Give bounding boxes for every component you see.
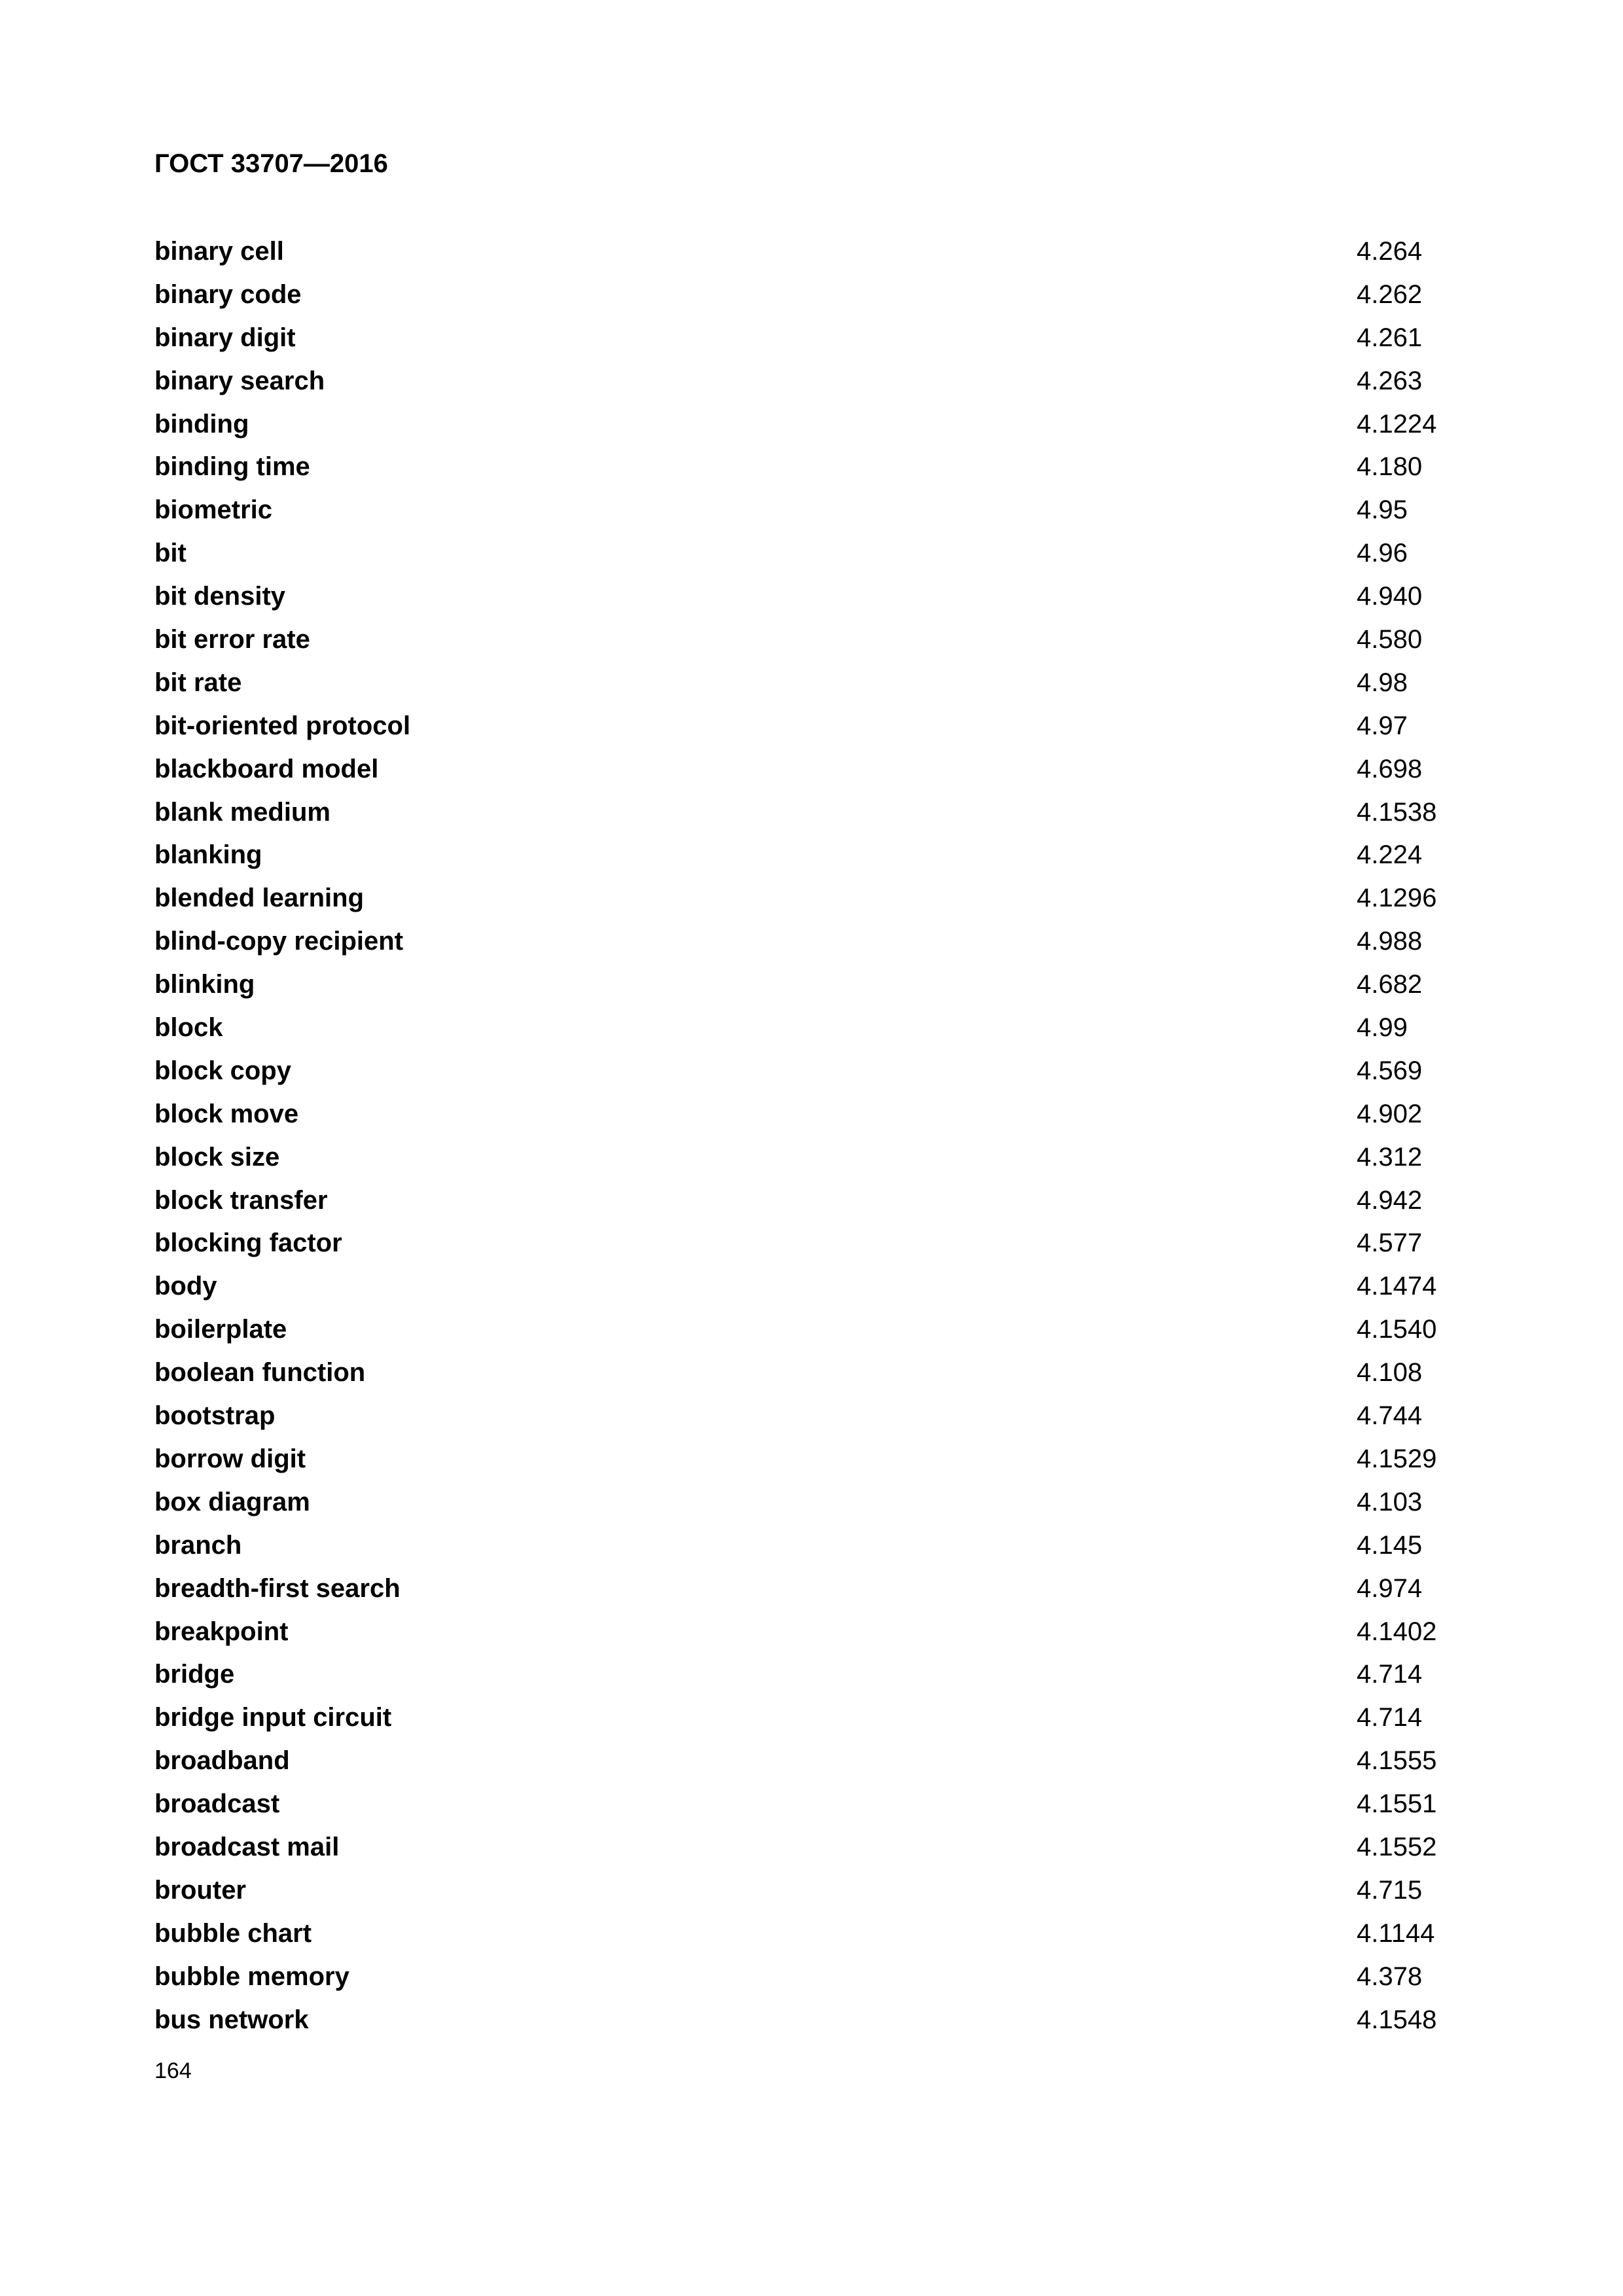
index-term: broadcast [154, 1789, 280, 1819]
index-reference: 4.1402 [1357, 1617, 1437, 1646]
index-reference: 4.715 [1357, 1875, 1423, 1905]
index-term: bridge input circuit [154, 1703, 392, 1732]
index-term: boolean function [154, 1358, 366, 1388]
index-reference: 4.940 [1357, 582, 1423, 611]
index-reference: 4.1224 [1357, 409, 1437, 439]
index-reference: 4.103 [1357, 1487, 1423, 1516]
index-entry [154, 751, 1470, 794]
index-term: binary search [154, 366, 325, 395]
index-reference: 4.98 [1357, 668, 1408, 697]
index-reference: 4.1548 [1357, 2005, 1437, 2034]
index-reference: 4.1551 [1357, 1789, 1437, 1819]
index-term: binary digit [154, 323, 296, 352]
index-term: bus network [154, 2005, 309, 2034]
index-reference: 4.264 [1357, 237, 1423, 266]
index-entry [154, 363, 1470, 406]
index-entry [154, 276, 1470, 319]
index-term: blended learning [154, 884, 365, 913]
index-reference: 4.580 [1357, 625, 1423, 655]
index-entry [154, 1052, 1470, 1096]
index-term: broadcast mail [154, 1832, 340, 1861]
index-term: bit [154, 539, 187, 568]
index-reference: 4.145 [1357, 1530, 1423, 1560]
index-reference: 4.1296 [1357, 884, 1437, 913]
index-reference: 4.108 [1357, 1358, 1423, 1388]
index-reference: 4.1555 [1357, 1746, 1437, 1776]
index-reference: 4.1552 [1357, 1832, 1437, 1861]
index-term: blank medium [154, 797, 330, 827]
index-entry [154, 708, 1470, 751]
index-term: box diagram [154, 1487, 310, 1516]
index-term: block [154, 1013, 223, 1043]
term-index-list [154, 233, 1470, 2044]
document-header: ГОСТ 33707—2016 [154, 149, 388, 178]
index-reference: 4.378 [1357, 1962, 1423, 1991]
index-reference: 4.1529 [1357, 1444, 1437, 1473]
index-entry [154, 1139, 1470, 1182]
index-entry [154, 1009, 1470, 1052]
index-term: biometric [154, 495, 273, 525]
index-reference: 4.577 [1357, 1229, 1423, 1258]
index-entry [154, 1656, 1470, 1699]
index-entry [154, 1527, 1470, 1570]
index-term: blind-copy recipient [154, 927, 404, 956]
index-entry [154, 1354, 1470, 1397]
index-reference: 4.97 [1357, 711, 1408, 740]
index-reference: 4.180 [1357, 452, 1423, 482]
index-reference: 4.942 [1357, 1185, 1423, 1215]
index-reference: 4.698 [1357, 754, 1423, 783]
index-term: binary code [154, 279, 302, 309]
index-entry [154, 1872, 1470, 1915]
index-entry [154, 1699, 1470, 1742]
index-entry [154, 1484, 1470, 1527]
page-number: 164 [154, 2058, 192, 2083]
index-entry [154, 535, 1470, 578]
index-entry [154, 1915, 1470, 1958]
index-entry [154, 794, 1470, 837]
index-reference: 4.682 [1357, 970, 1423, 999]
index-reference: 4.261 [1357, 323, 1423, 352]
index-term: breakpoint [154, 1617, 289, 1646]
index-reference: 4.99 [1357, 1013, 1408, 1043]
index-entry [154, 836, 1470, 880]
index-entry [154, 578, 1470, 621]
index-term: branch [154, 1530, 242, 1560]
index-entry [154, 621, 1470, 664]
index-term: block move [154, 1099, 299, 1128]
index-entry [154, 1441, 1470, 1484]
index-term: binary cell [154, 237, 284, 266]
index-entry [154, 966, 1470, 1009]
index-reference: 4.95 [1357, 495, 1408, 525]
index-entry [154, 923, 1470, 966]
index-reference: 4.1144 [1357, 1918, 1435, 1948]
index-entry [154, 1311, 1470, 1354]
index-entry [154, 448, 1470, 492]
index-reference: 4.974 [1357, 1573, 1423, 1603]
index-reference: 4.262 [1357, 279, 1423, 309]
index-reference: 4.714 [1357, 1703, 1423, 1732]
index-entry [154, 1613, 1470, 1657]
index-term: binding time [154, 452, 310, 482]
index-entry [154, 406, 1470, 449]
index-entry [154, 1096, 1470, 1139]
index-reference: 4.1474 [1357, 1272, 1437, 1301]
index-entry [154, 1225, 1470, 1268]
index-term: block transfer [154, 1185, 328, 1215]
index-reference: 4.714 [1357, 1660, 1423, 1689]
index-entry [154, 233, 1470, 276]
index-term: bubble chart [154, 1918, 312, 1948]
index-reference: 4.902 [1357, 1099, 1423, 1128]
index-entry [154, 1785, 1470, 1829]
index-term: bit density [154, 582, 286, 611]
index-entry [154, 1268, 1470, 1311]
index-entry [154, 1570, 1470, 1613]
index-term: blackboard model [154, 754, 379, 783]
index-term: binding [154, 409, 249, 439]
index-entry [154, 1742, 1470, 1785]
index-term: breadth-first search [154, 1573, 401, 1603]
index-reference: 4.1538 [1357, 797, 1437, 827]
index-term: bridge [154, 1660, 235, 1689]
index-entry [154, 492, 1470, 535]
index-entry [154, 1829, 1470, 1872]
index-entry [154, 319, 1470, 363]
index-reference: 4.96 [1357, 539, 1408, 568]
index-entry [154, 880, 1470, 923]
index-term: blinking [154, 970, 255, 999]
index-term: bubble memory [154, 1962, 349, 1991]
index-reference: 4.569 [1357, 1056, 1423, 1085]
index-reference: 4.988 [1357, 927, 1423, 956]
index-term: bit error rate [154, 625, 310, 655]
index-term: blocking factor [154, 1229, 342, 1258]
index-reference: 4.1540 [1357, 1315, 1437, 1344]
index-term: block size [154, 1142, 280, 1172]
index-reference: 4.744 [1357, 1401, 1423, 1431]
index-entry [154, 2001, 1470, 2045]
index-term: body [154, 1272, 217, 1301]
index-reference: 4.312 [1357, 1142, 1423, 1172]
index-term: brouter [154, 1875, 246, 1905]
index-entry [154, 1397, 1470, 1441]
index-term: borrow digit [154, 1444, 306, 1473]
index-term: broadband [154, 1746, 290, 1776]
index-term: boilerplate [154, 1315, 287, 1344]
index-term: bit rate [154, 668, 242, 697]
index-reference: 4.224 [1357, 840, 1423, 870]
index-reference: 4.263 [1357, 366, 1423, 395]
index-entry [154, 1182, 1470, 1225]
index-term: bootstrap [154, 1401, 276, 1431]
index-term: block copy [154, 1056, 291, 1085]
index-term: bit-oriented protocol [154, 711, 411, 740]
index-term: blanking [154, 840, 262, 870]
index-entry [154, 664, 1470, 708]
index-entry [154, 1958, 1470, 2001]
